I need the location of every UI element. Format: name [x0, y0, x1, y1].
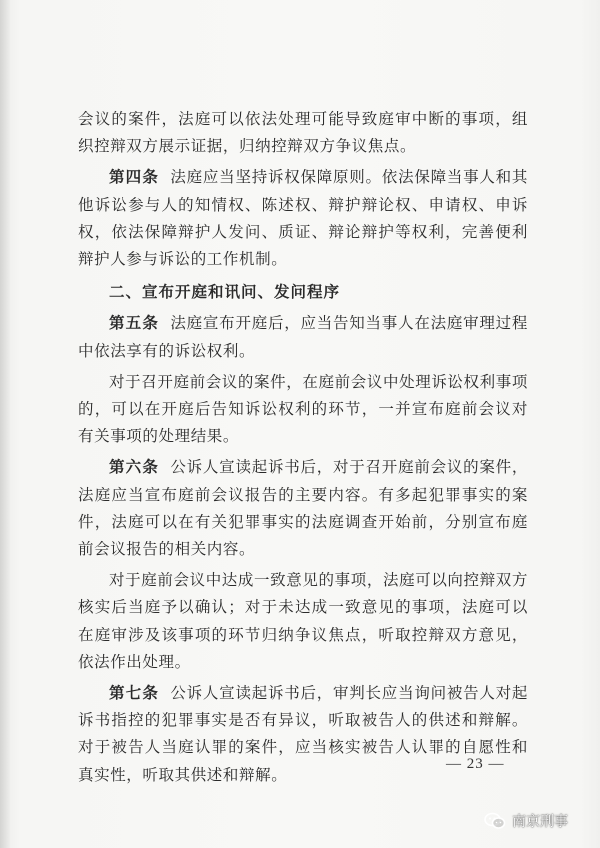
paragraph-continuation: 会议的案件，法庭可以依法处理可能导致庭审中断的事项，组织控辩双方展示证据，归纳控辩双方争议焦点。	[78, 110, 528, 156]
article-7-text: 公诉人宣读起诉书后，审判长应当询问被告人对起诉书指控的犯罪事实是否有异议，听取被告人的供述和辩解。对于被告人当庭认罪的案件，应当核实被告人认罪的自愿性和真实性，听取其供述和辩解。	[78, 684, 528, 784]
page-binding-edge	[0, 0, 10, 848]
article-5-text: 法庭宣布开庭后，应当告知当事人在法庭审理过程中依法享有的诉讼权利。	[78, 314, 528, 360]
article-4-text: 法庭应当坚持诉权保障原则。依法保障当事人和其他诉讼参与人的知情权、陈述权、辩护辩论权、申请权、申诉权，依法保障辩护人发问、质证、辩论辩护等权利，完善便利辩护人参与诉讼的工作机制。	[78, 168, 528, 269]
document-body	[78, 106, 528, 789]
watermark	[484, 811, 568, 831]
article-4-label: 第四条	[109, 168, 159, 187]
article-6-text: 公诉人宣读起诉书后，对于召开庭前会议的案件，法庭应当宣布庭前会议报告的主要内容。有多起犯罪事实的案件，法庭可以在有关犯罪事实的法庭调查开始前，分别宣布庭前会议报告的相关内容。	[78, 458, 528, 559]
section-heading: 二、宣布开庭和讯问、发问程序	[109, 283, 341, 302]
article-7-label: 第七条	[109, 684, 159, 703]
article-5-label: 第五条	[109, 314, 159, 333]
watermark-label: 南京刑事	[512, 814, 568, 830]
article-6-paragraph-2: 对于庭前会议中达成一致意见的事项，法庭可以向控辩双方核实后当庭予以确认；对于未达成一致意见的事项，法庭可以在庭审涉及该事项的环节归纳争议焦点，听取控辩双方意见，依法作出处理。	[78, 571, 528, 671]
wechat-icon	[484, 812, 506, 830]
article-6-label: 第六条	[109, 458, 159, 477]
article-5	[78, 310, 528, 364]
article-6	[78, 454, 528, 563]
article-5-paragraph-2: 对于召开庭前会议的案件，在庭前会议中处理诉讼权利事项的，可以在开庭后告知诉讼权利的环节，一并宣布庭前会议对有关事项的处理结果。	[78, 372, 528, 446]
page-number: — 23 —	[446, 756, 505, 772]
article-4	[78, 164, 528, 273]
